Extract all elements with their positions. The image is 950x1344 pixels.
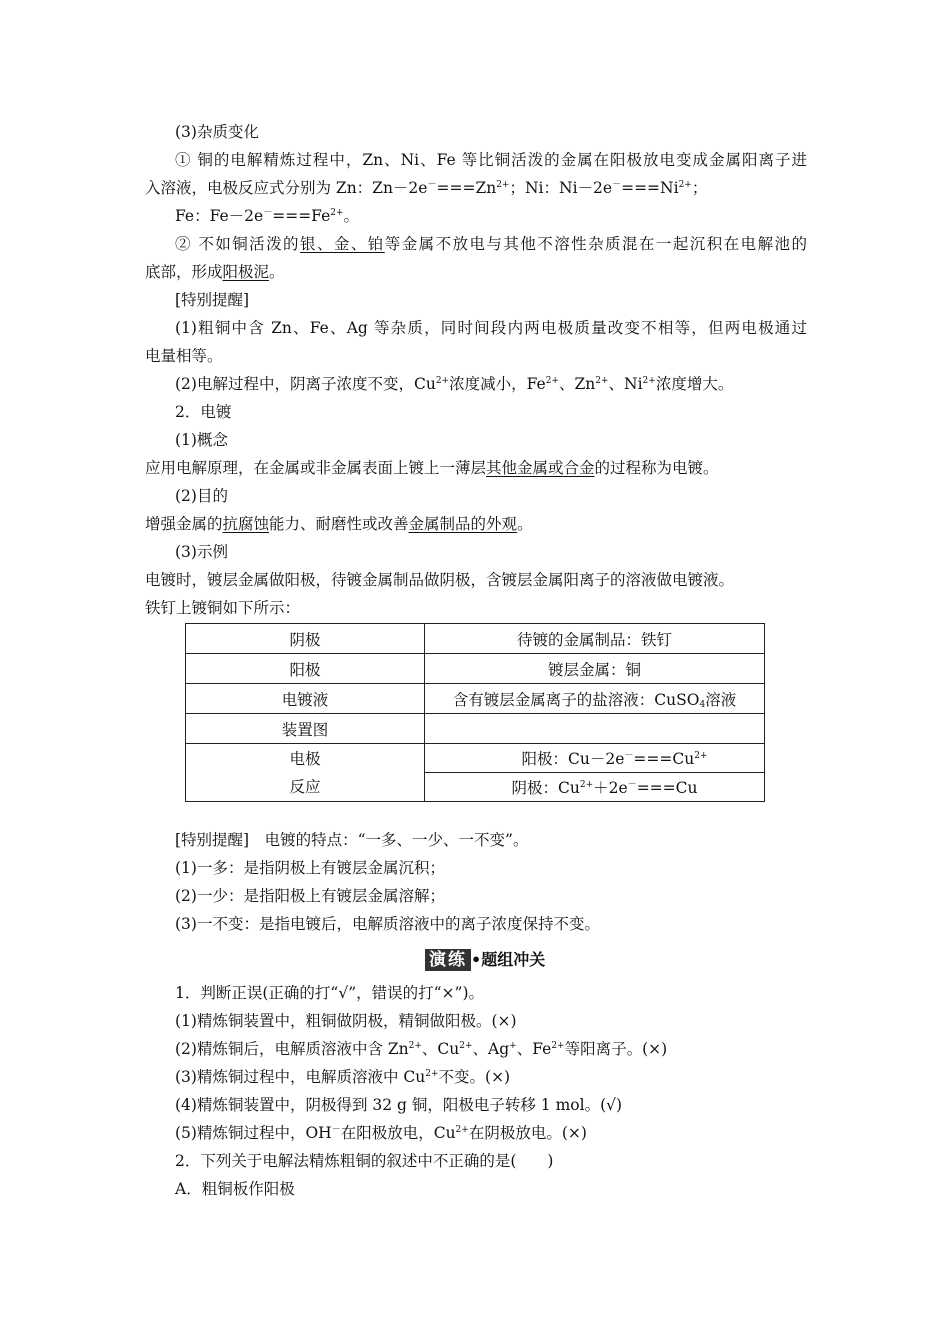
feature-item: (1)一多：是指阴极上有镀层金属沉积； <box>175 859 445 877</box>
question-item: (1)精炼铜装置中，粗铜做阴极，精铜做阳极。(×) <box>175 1012 517 1030</box>
table-cell: 电镀液 <box>186 684 425 714</box>
paragraph-line: 底部，形成阳极泥。 <box>145 263 285 281</box>
table-cell <box>425 714 765 744</box>
feature-item: (3)一不变：是指电镀后，电解质溶液中的离子浓度保持不变。 <box>175 915 600 933</box>
subsection-title: (3)杂质变化 <box>175 123 259 141</box>
paragraph-line: (1)粗铜中含 Zn、Fe、Ag 等杂质，同时间段内两电极质量改变不相等，但两电极通过 <box>175 319 807 337</box>
paragraph-line: 增强金属的抗腐蚀能力、耐磨性或改善金属制品的外观。 <box>145 515 533 533</box>
table-cell: 镀层金属：铜 <box>425 654 765 684</box>
question-item: (5)精炼铜过程中，OH－在阳极放电，$Cu^{2+}$在阴极放电。(×) <box>175 1124 587 1142</box>
paragraph-line: Fe：$Fe-2e^-===Fe^{2+}$。 <box>175 207 360 225</box>
table-cell: 待镀的金属制品：铁钉 <box>425 624 765 654</box>
table-cell: 阳极：$Cu-2e^-===Cu^{2+}$ <box>425 744 765 773</box>
paragraph-line: 入溶液，电极反应式分别为 Zn：$Zn-2e^-===Zn^{2+}$；Ni：$Ni-2e^-===Ni^{2+}$； <box>145 179 708 197</box>
reminder-line: [特别提醒] 电镀的特点：“一多、一少、一不变”。 <box>175 831 529 849</box>
table-row <box>186 624 765 654</box>
subsection-title: (1)概念 <box>175 431 228 449</box>
practice-banner: 演练 •题组冲关 <box>425 947 545 971</box>
paragraph-line: 电镀时，镀层金属做阳极，待镀金属制品做阴极，含镀层金属阳离子的溶液做电镀液。 <box>145 571 735 589</box>
table-cell: 电极 反应 <box>186 744 425 802</box>
question-title: 2．下列关于电解法精炼粗铜的叙述中不正确的是( ) <box>175 1152 554 1170</box>
paragraph-line: 应用电解原理，在金属或非金属表面上镀上一薄层其他金属或合金的过程称为电镀。 <box>145 459 719 477</box>
question-item: (2)精炼铜后，电解质溶液中含 $Zn^{2+}$、$Cu^{2+}$、Ag+、$Fe^{2+}$等阳离子。(×) <box>175 1040 668 1058</box>
subsection-title: (2)目的 <box>175 487 228 505</box>
table-row <box>186 744 765 773</box>
table-cell: 装置图 <box>186 714 425 744</box>
table-row <box>186 654 765 684</box>
question-title: 1．判断正误(正确的打“√”，错误的打“×”)。 <box>175 984 485 1002</box>
electroplating-table <box>185 623 765 802</box>
table-cell: 阴极：$Cu^{2+}+2e^-===Cu$ <box>425 773 765 802</box>
question-item: (4)精炼铜装置中，阴极得到 32 g 铜，阳极电子转移 1 mol。(√) <box>175 1096 623 1114</box>
subsection-title: (3)示例 <box>175 543 228 561</box>
table-row <box>186 684 765 714</box>
practice-badge: 演练 <box>425 949 471 971</box>
table-cell: 含有镀层金属离子的盐溶液：CuSO$_4$溶液 <box>425 684 765 714</box>
paragraph-line: 铁钉上镀铜如下所示： <box>145 599 301 617</box>
paragraph-line: ① 铜的电解精炼过程中，Zn、Ni、Fe 等比铜活泼的金属在阳极放电变成金属阳离子进 <box>175 151 807 169</box>
paragraph-line: 电量相等。 <box>145 347 223 365</box>
table-row <box>186 714 765 744</box>
table-cell: 阴极 <box>186 624 425 654</box>
answer-option: A．粗铜板作阳极 <box>175 1180 295 1198</box>
paragraph-line: (2)电解过程中，阴离子浓度不变，$Cu^{2+}$浓度减小，$Fe^{2+}$、$Zn^{2+}$、$Ni^{2+}$浓度增大。 <box>175 375 734 393</box>
reminder-label: [特别提醒] <box>175 291 250 309</box>
paragraph-line: ② 不如铜活泼的银、金、铂等金属不放电与其他不溶性杂质混在一起沉积在电解池的 <box>175 235 807 253</box>
table-cell: 阳极 <box>186 654 425 684</box>
feature-item: (2)一少：是指阳极上有镀层金属溶解； <box>175 887 445 905</box>
section-title: 2．电镀 <box>175 403 232 421</box>
question-item: (3)精炼铜过程中，电解质溶液中 $Cu^{2+}$不变。(×) <box>175 1068 511 1086</box>
